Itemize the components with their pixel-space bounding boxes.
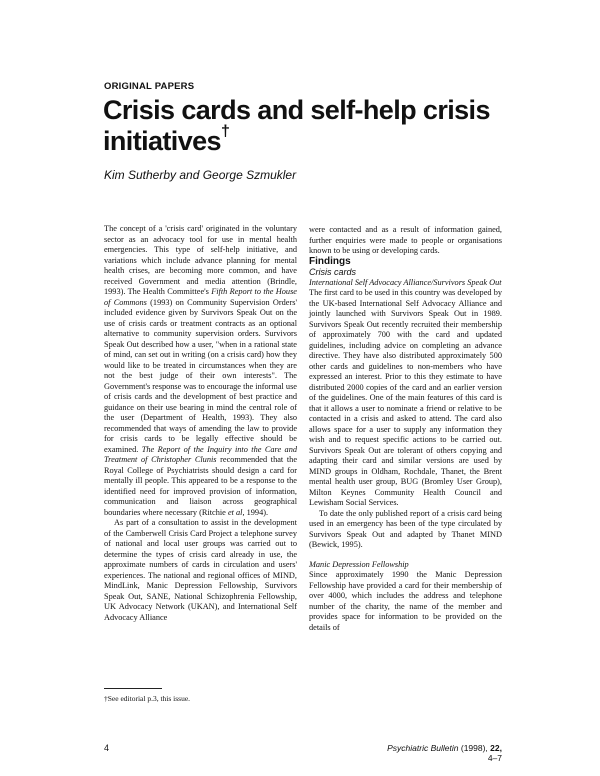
italic-run: et al: [227, 507, 243, 517]
paragraph-intro: [104, 224, 297, 518]
italic-run: Fifth Report to the House of Commons: [104, 287, 297, 307]
journal-pages: 4–7: [487, 753, 502, 763]
crisis-cards-heading: Crisis cards: [309, 267, 357, 277]
left-column: [104, 224, 297, 623]
article-title: [103, 95, 523, 157]
right-column: [309, 225, 502, 633]
paragraph-continued: were contacted and as a result of information gained, further enquiries were made to people or organisations known to be using or developing cards.: [309, 225, 502, 255]
footnote-rule: [104, 688, 162, 689]
title-footnote-mark: †: [220, 123, 230, 140]
mdf-heading: Manic Depression Fellowship: [309, 559, 409, 569]
journal-citation: [376, 743, 502, 763]
text-run: , 1994).: [242, 507, 269, 517]
italic-run: The Report of the Inquiry into the Care and Treatment of Christopher Clunis: [104, 444, 297, 464]
title-text: Crisis cards and self-help crisis initiatives: [103, 95, 490, 156]
footnote: †See editorial p.3, this issue.: [104, 694, 191, 703]
paragraph-isaa-1: The first card to be used in this country was developed by the UK-based International Self Advocacy Alliance and jointly launched with Survivors Speak Out in 1989. Survivors Speak Out recently recruited their membership of approximately 700 with the card and updated guidelines, including advice on completing an advance directive. They have also distributed approximately 500 other cards and guidelines to non-members who have expressed an interest. Prior to this they estimate to have distributed 2000 copies of the card and an earlier version of the guidelines. One of the main features of this card is that it allows a user to nominate a friend or relative to be contacted in a crisis and asked to attend. The card also allows space for a user to supply any information they wish and to request specific actions to be carried out. Survivors Speak Out are tolerant of others copying and adapting their card and similar versions are used by MIND groups in Oldham, Rochdale, Thanet, the Brent mental health user group, BUG (Bromley User Group), Milton Keynes Community Health Council and Lewisham Social Services.: [309, 288, 502, 507]
findings-heading: Findings: [309, 255, 351, 267]
journal-volume: 22,: [490, 743, 502, 753]
paragraph-mdf: Since approximately 1990 the Manic Depression Fellowship have provided a card for their membership of over 4000, which includes the address and telephone number of the charity, the name of the member and provides space for information to be provided on the details of: [309, 570, 502, 632]
section-label: ORIGINAL PAPERS: [104, 81, 195, 92]
text-run: (1993) on Community Supervision Orders' included evidence given by Survivors Speak Out on the use of crisis cards or treatment contracts as an optional alternative to community supervision orders. Survivors Speak Out described how a user, "when in a rational state of mind, can set out in writing (on a crisis card) how they would like to be treated in circumstances when they are not the best judge of their own interests". The Government's response was to encourage the informal use of crisis cards and the development of best practice and guidance on their use bearing in mind the central role of the user (Department of Health, 1993). They also recommended that ways of amending the law to provide for crisis cards to be legally effective should be examined.: [104, 297, 297, 454]
paragraph-consultation: As part of a consultation to assist in the development of the Camberwell Crisis Card Project a telephone survey of national and local user groups was carried out to determine the types of crisis card already in use, the approximate numbers of cards in circulation and users' experiences. The national and regional offices of MIND, MindLink, Manic Depression Fellowship, Survivors Speak Out, SANE, National Schizophrenia Fellowship, UK Advocacy Network (UKAN), and International Self Advocacy Alliance: [104, 518, 297, 622]
text-run: recommended that the Royal College of Psychiatrists should design a card for mentally ill people. This appeared to be a response to the identified need for improved provision of information, communication and liaison across geographical boundaries where necessary (Ritchie: [104, 455, 297, 517]
authors: Kim Sutherby and George Szmukler: [104, 168, 297, 182]
text-run: The concept of a 'crisis card' originated in the voluntary sector as an advocacy tool for use in mental health emergencies. This type of self-help initiative, and variations which include advance planning for mental health crises, are becoming more common, and have received Government and media attention (Brindle, 1993). The Health Committee's: [104, 224, 297, 296]
isaa-heading: International Self Advocacy Alliance/Survivors Speak Out: [309, 277, 502, 287]
journal-name: Psychiatric Bulletin: [387, 743, 459, 753]
page-number: 4: [104, 743, 110, 753]
spacer: [309, 551, 502, 560]
journal-year: (1998),: [460, 743, 488, 753]
paragraph-isaa-2: To date the only published report of a crisis card being used in an emergency has been of the type circulated by Survivors Speak Out and adapted by Thanet MIND (Bewick, 1995).: [309, 508, 502, 549]
